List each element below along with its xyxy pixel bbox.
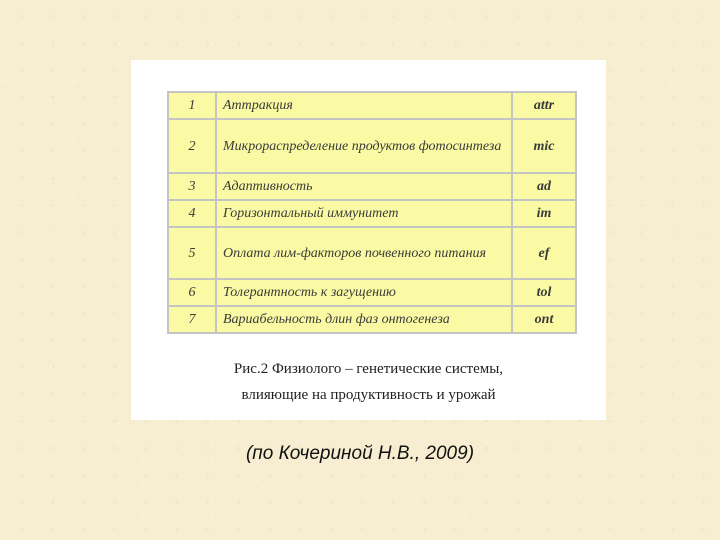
table-row <box>168 200 576 227</box>
row-number: 4 <box>168 200 216 227</box>
system-name: Адаптивность <box>216 173 512 200</box>
row-number: 2 <box>168 119 216 173</box>
row-number: 1 <box>168 92 216 119</box>
system-code: attr <box>512 92 576 119</box>
source-credit: (по Кочериной Н.В., 2009) <box>245 443 475 464</box>
table-row <box>168 173 576 200</box>
system-name: Микрораспределение продуктов фотосинтеза <box>216 119 512 173</box>
row-number: 6 <box>168 279 216 306</box>
system-code: tol <box>512 279 576 306</box>
system-code: ad <box>512 173 576 200</box>
row-number: 5 <box>168 227 216 279</box>
table-row <box>168 119 576 173</box>
systems-table <box>167 91 577 334</box>
system-name: Толерантность к загущению <box>216 279 512 306</box>
figure-image <box>131 60 606 420</box>
table-row <box>168 306 576 333</box>
table-row <box>168 92 576 119</box>
system-code: ont <box>512 306 576 333</box>
row-number: 7 <box>168 306 216 333</box>
system-code: im <box>512 200 576 227</box>
system-code: ef <box>512 227 576 279</box>
caption-line: влияющие на продуктивность и урожай <box>241 387 496 403</box>
system-code: mic <box>512 119 576 173</box>
system-name: Оплата лим-факторов почвенного питания <box>216 227 512 279</box>
table-row <box>168 227 576 279</box>
row-number: 3 <box>168 173 216 200</box>
caption-line: Рис.2 Физиолого – генетические системы, <box>233 361 504 377</box>
figure-caption <box>131 356 606 408</box>
system-name: Горизонтальный иммунитет <box>216 200 512 227</box>
system-name: Вариабельность длин фаз онтогенеза <box>216 306 512 333</box>
table-row <box>168 279 576 306</box>
system-name: Аттракция <box>216 92 512 119</box>
